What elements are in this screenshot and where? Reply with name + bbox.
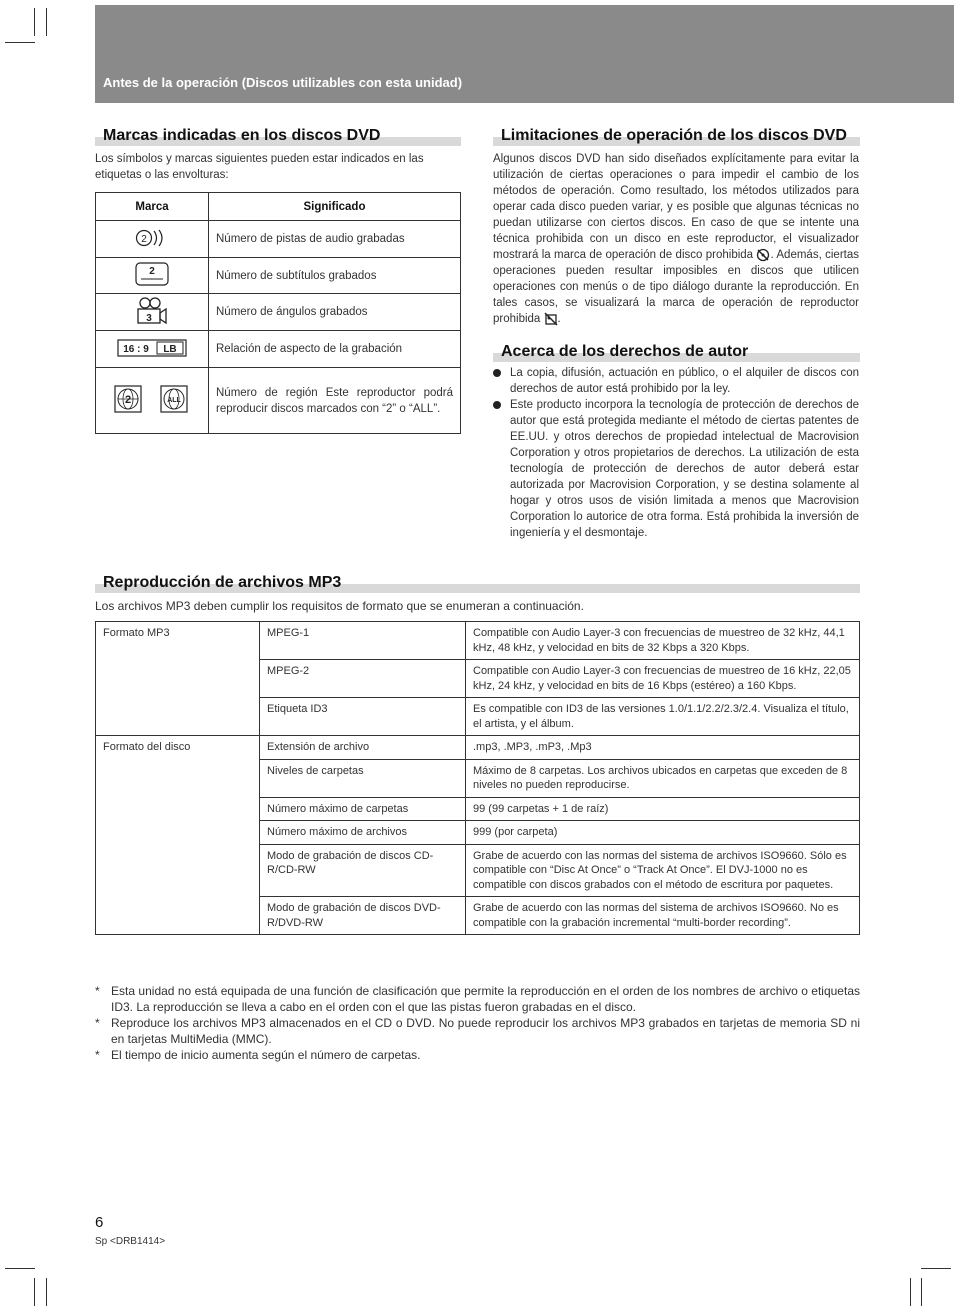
note-text: Reproduce los archivos MP3 almacenados en el CD o DVD. No puede reproducir los archivos MP3 grabados en tarjetas de memoria SD ni en tarjetas MultiMedia (MMC). <box>111 1016 860 1046</box>
row-value: Grabe de acuerdo con las normas del sistema de archivos ISO9660. No es compatible con la grabación incremental “multi-border recording”. <box>466 897 860 935</box>
table-row <box>96 331 461 368</box>
prohibited-player-icon <box>544 312 558 326</box>
note-text: El tiempo de inicio aumenta según el número de carpetas. <box>111 1048 421 1062</box>
prohibited-disc-icon <box>756 248 770 262</box>
group-label: Formato del disco <box>96 736 260 935</box>
letterbox-label: LB <box>163 343 177 355</box>
crop-mark <box>921 1268 951 1269</box>
bullet-icon <box>493 401 501 409</box>
list-item <box>95 983 860 1015</box>
row-key: Modo de grabación de discos CD-R/CD-RW <box>260 844 466 897</box>
crop-mark <box>5 1268 35 1269</box>
mp3-table <box>95 621 860 935</box>
subtitles-meaning: Número de subtítulos grabados <box>209 258 461 294</box>
list-item <box>95 1015 860 1047</box>
crop-mark <box>921 1278 922 1306</box>
subtitles-icon <box>96 258 209 294</box>
section-title-text: Acerca de los derechos de autor <box>501 343 749 360</box>
table-row <box>96 258 461 294</box>
row-key: Modo de grabación de discos DVD-R/DVD-RW <box>260 897 466 935</box>
section-title-text: Marcas indicadas en los discos DVD <box>103 127 381 144</box>
crop-mark <box>34 1278 35 1306</box>
row-key: Número máximo de archivos <box>260 821 466 845</box>
subtitles-count: 2 <box>149 266 155 277</box>
limitations-text-part: . Además, ciertas operaciones pueden resultar imposibles en discos que utilicen operaciones con menús o de tipo diálogo durante la reproducción. En tales casos, se visualizará la marca de operación de reproductor prohibida <box>493 249 859 325</box>
camera-angles-count: 3 <box>146 312 152 324</box>
row-value: Compatible con Audio Layer-3 con frecuencias de muestreo de 32 kHz, 44,1 kHz, 48 kHz, y velocidad en bits de 32 Kbps a 320 Kbps. <box>466 622 860 660</box>
crop-mark <box>34 8 35 36</box>
row-key: Etiqueta ID3 <box>260 698 466 736</box>
limitations-text-part: . <box>557 313 561 325</box>
section-title-mp3 <box>95 575 860 593</box>
table-row <box>96 221 461 258</box>
bullet-icon <box>493 369 501 377</box>
crop-mark <box>5 42 35 43</box>
section-title-copyright <box>493 344 860 362</box>
mp3-intro: Los archivos MP3 deben cumplir los requisitos de formato que se enumeran a continuación. <box>95 599 584 613</box>
region-code-meaning: Número de región Este reproductor podrá reproducir discos marcados con “2” o “ALL”. <box>209 368 461 434</box>
marks-header-row <box>96 193 461 221</box>
row-value: 999 (por carpeta) <box>466 821 860 845</box>
aspect-ratio-icon <box>96 331 209 368</box>
aspect-ratio-label: 16 : 9 <box>123 343 149 355</box>
audio-tracks-meaning: Número de pistas de audio grabadas <box>209 221 461 258</box>
aspect-ratio-meaning: Relación de aspecto de la grabación <box>209 331 461 368</box>
col-mark-header: Marca <box>96 193 209 221</box>
crop-mark <box>46 8 47 36</box>
section-title-text: Reproducción de archivos MP3 <box>103 574 342 591</box>
section-title-marks <box>95 128 461 146</box>
copyright-list <box>493 365 859 541</box>
row-key: Niveles de carpetas <box>260 759 466 797</box>
table-row <box>96 368 461 434</box>
camera-angles-icon <box>96 294 209 331</box>
row-key: Extensión de archivo <box>260 736 466 760</box>
crop-mark <box>910 1278 911 1306</box>
list-item <box>493 365 859 397</box>
camera-angles-meaning: Número de ángulos grabados <box>209 294 461 331</box>
region-number: 2 <box>124 394 132 406</box>
header-title: Antes de la operación (Discos utilizables con esta unidad) <box>103 75 463 90</box>
region-code-icon <box>96 368 209 434</box>
document-code: Sp <DRB1414> <box>95 1236 166 1247</box>
col-meaning-header: Significado <box>209 193 461 221</box>
page-number: 6 <box>95 1214 104 1231</box>
header-band <box>95 5 954 103</box>
limitations-text-part: Algunos discos DVD han sido diseñados explícitamente para evitar la utilización de ciertas operaciones o para impedir el cambio de los métodos de operación. Como resultado, los métodos utilizados para operar cada disco pueden variar, y es posible que algunas técnicas no puedan utilizarse con ciertos discos. En caso de que se intente una técnica prohibida con un disco en este reproductor, el visualizador mostrará la marca de operación de disco prohibida <box>493 153 859 261</box>
crop-mark <box>46 1278 47 1306</box>
row-value: Compatible con Audio Layer-3 con frecuencias de muestreo de 16 kHz, 22,05 kHz, 24 kHz, y velocidad en bits de 16 Kbps (estéreo) a 160 Kbps. <box>466 660 860 698</box>
row-key: Número máximo de carpetas <box>260 797 466 821</box>
table-row <box>96 294 461 331</box>
marks-table <box>95 192 461 434</box>
group-label: Formato MP3 <box>96 622 260 736</box>
table-row <box>96 622 860 660</box>
note-mark: * <box>95 1016 100 1030</box>
row-value: 99 (99 carpetas + 1 de raíz) <box>466 797 860 821</box>
table-row <box>96 736 860 760</box>
section-title-limitations <box>493 128 860 146</box>
note-mark: * <box>95 984 100 998</box>
list-item-text: Este producto incorpora la tecnología de protección de derechos de autor que está protegida mediante el método de ciertas patentes de EE.UU. y otros derechos de propiedad intelectual de Macrovision Corporation y otros propietarios de derechos. La utilización de esta tecnología de protección de derechos de autor deberá estar autorizada por Macrovision Corporation, y se destina solamente al hogar y otros usos de visión limitada a menos que Macrovision Corporation lo autorice de otra forma. Está prohibida la inversión de ingeniería y el desmontaje. <box>510 399 859 539</box>
marks-intro: Los símbolos y marcas siguientes pueden estar indicados en las etiquetas o las envolturas: <box>95 153 424 181</box>
row-value: Máximo de 8 carpetas. Los archivos ubicados en carpetas que exceden de 8 niveles no pueden reproducirse. <box>466 759 860 797</box>
row-key: MPEG-1 <box>260 622 466 660</box>
list-item <box>95 1047 860 1063</box>
list-item-text: La copia, difusión, actuación en público, o el alquiler de discos con derechos de autor está prohibido por la ley. <box>510 367 859 395</box>
audio-tracks-count: 2 <box>141 233 147 245</box>
mp3-notes <box>95 983 860 1063</box>
note-text: Esta unidad no está equipada de una función de clasificación que permite la reproducción en el orden de los nombres de archivo o etiquetas ID3. La reproducción se lleva a cabo en el orden con el que las pistas fueron grabadas en el disco. <box>111 984 860 1014</box>
region-all: ALL <box>167 397 181 404</box>
section-title-text: Limitaciones de operación de los discos DVD <box>501 127 847 144</box>
row-value: Es compatible con ID3 de las versiones 1.0/1.1/2.2/2.3/2.4. Visualiza el título, el artista, y el álbum. <box>466 698 860 736</box>
list-item <box>493 397 859 541</box>
row-value: .mp3, .MP3, .mP3, .Mp3 <box>466 736 860 760</box>
note-mark: * <box>95 1048 100 1062</box>
limitations-text <box>493 151 859 327</box>
row-value: Grabe de acuerdo con las normas del sistema de archivos ISO9660. Sólo es compatible con “Disc At Once” o “Track At Once”. El DVJ-1000 no es compatible con discos grabados con el método de escritura por paquetes. <box>466 844 860 897</box>
audio-tracks-icon <box>96 221 209 258</box>
row-key: MPEG-2 <box>260 660 466 698</box>
